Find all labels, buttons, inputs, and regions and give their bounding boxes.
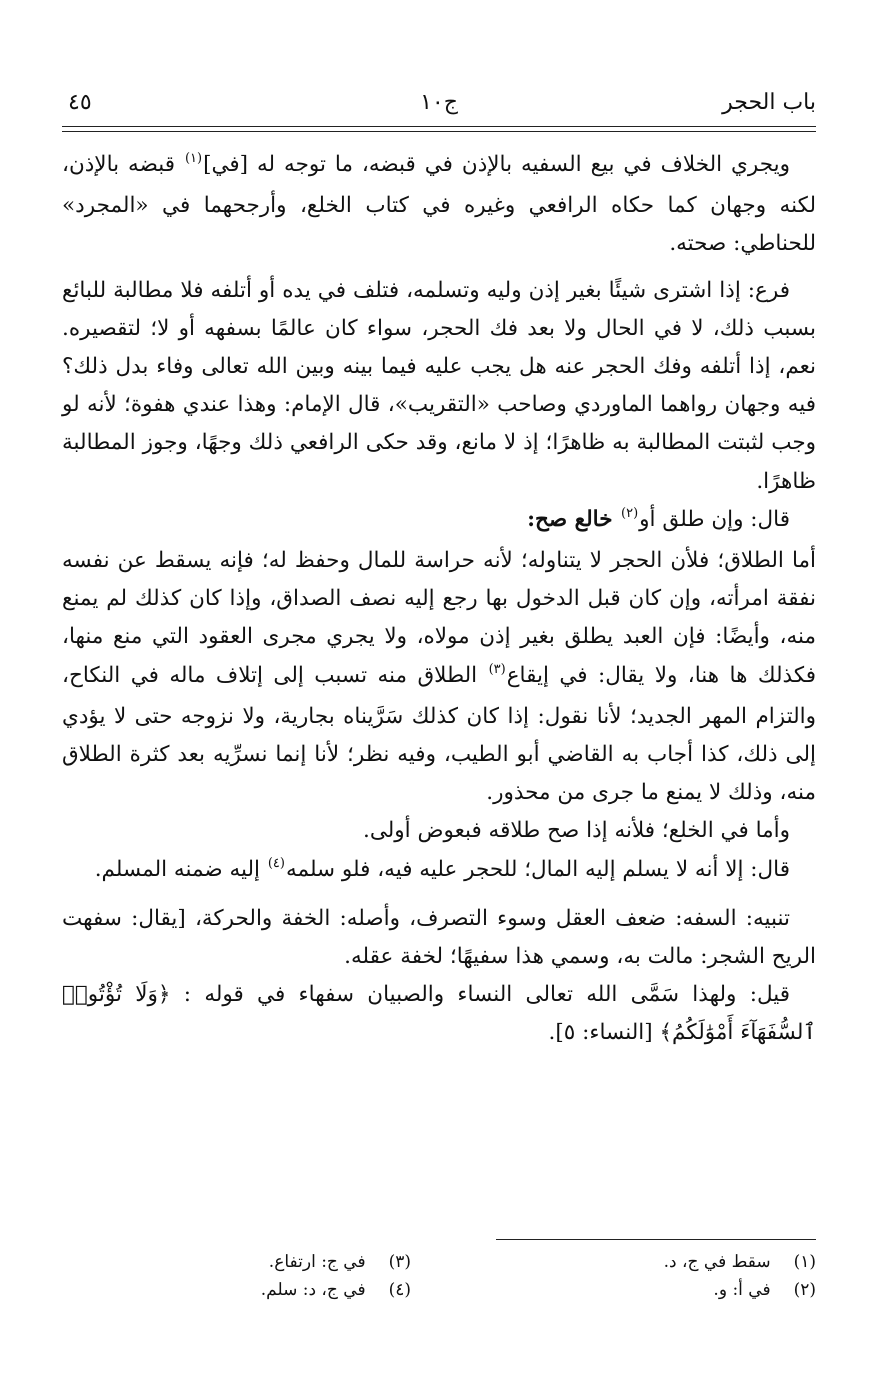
footnote-number: (٣) — [388, 1252, 411, 1272]
footnote-item — [436, 1248, 816, 1276]
text-run: إليه ضمنه المسلم. — [94, 856, 267, 882]
footnote-text: سقط في ج، د. — [663, 1252, 771, 1272]
text-run: الطلاق منه تسبب إلى إتلاف ماله في النكاح، والتزام المهر الجديد؛ لأنا نقول: إذا كان كذلك سَرَّيناه بجارية، ولا نزوجه حتى لا يؤدي إلى ذلك، كذا أجاب به القاضي أبو الطيب، وفيه نظر؛ لأنا إنما نسرِّيه بعد كثرة الطلاق منه، وذلك لا يمنع ما جرى من محذور. — [62, 662, 816, 806]
bold-text: خالع صح: — [527, 506, 620, 532]
footnote-number: (٢) — [793, 1280, 816, 1300]
footnote-marker: (٣) — [488, 661, 506, 677]
volume-label: ج١٠ — [420, 90, 458, 115]
footnote-marker: (١) — [184, 151, 203, 166]
footnote-number: (٤) — [388, 1280, 411, 1300]
page-number: ٤٥ — [68, 90, 92, 115]
paragraph — [62, 146, 816, 264]
paragraph — [62, 900, 816, 976]
text-run: قيل: ولهذا سَمَّى الله تعالى النساء والصبيان سفهاء في قوله : ﴿وَلَا تُؤْتُوا۟ ٱلسُّفَهَآءَ أَمْوَٰلَكُمُ﴾ [النساء: ٥]. — [62, 982, 816, 1046]
text-run: وأما في الخلع؛ فلأنه إذا صح طلاقه فبعوض أولى. — [362, 818, 790, 844]
text-run: ويجري الخلاف في بيع السفيه بالإذن في قبضه، ما توجه له [في] — [203, 152, 790, 177]
footnote-marker: (٢) — [621, 505, 639, 521]
footnote-column-right — [436, 1248, 816, 1304]
text-run: قال: إلا أنه لا يسلم إليه المال؛ للحجر عليه فيه، فلو سلمه — [285, 856, 790, 882]
paragraph — [62, 501, 816, 542]
text-run: أما الطلاق؛ فلأن الحجر لا يتناوله؛ لأنه حراسة للمال وحفظ له؛ فإنه يسقط عن نفسه نفقة امرأته، وإن كان قبل الدخول بها رجع إليه نصف الصداق، وإذا كان كذلك لم يمنع منه، وأيضًا: فإن العبد يطلق بغير إذن مولاه، ولا يجري مجرى العقود التي منع منها، فكذلك ها هنا، ولا يقال: في إيقاع — [62, 548, 816, 688]
footnote-item — [111, 1276, 411, 1304]
text-run: تنبيه: السفه: ضعف العقل وسوء التصرف، وأصله: الخفة والحركة، [يقال: سفهت الريح الشجر: مالت به، وسمي هذا سفيهًا؛ لخفة عقله. — [62, 905, 816, 970]
footnote-separator — [496, 1239, 816, 1240]
header-rule-top — [62, 126, 816, 127]
paragraph — [62, 812, 816, 850]
footnote-number: (١) — [793, 1252, 816, 1272]
paragraph — [62, 272, 816, 501]
footnote-text: في أ: و. — [713, 1280, 771, 1300]
paragraph — [62, 851, 816, 892]
footnote-text: في ج، د: سلم. — [260, 1280, 366, 1300]
body-text — [62, 146, 816, 1053]
running-header — [62, 86, 816, 120]
footnote-item — [111, 1248, 411, 1276]
paragraph — [62, 976, 816, 1052]
footnote-marker: (٤) — [267, 855, 285, 871]
footnote-item — [436, 1276, 816, 1304]
text-run: فرع: إذا اشترى شيئًا بغير إذن وليه وتسلمه، فتلف في يده أو أتلفه فلا مطالبة للبائع بسبب ذلك، لا في الحال ولا بعد فك الحجر، سواء كان عالمًا بسفهه أو لا؛ لتقصيره. نعم، إذا أتلفه وفك الحجر عنه هل يجب عليه فيما بينه وبين الله تعالى وفاء بدل ذلك؟ فيه وجهان رواهما الماوردي وصاحب «التقريب»، قال الإمام: وهذا عندي هفوة؛ لأنه لو وجب لثبتت المطالبة به ظاهرًا؛ إذ لا مانع، وقد حكى الرافعي ذلك وجهًا، وجوز المطالبة ظاهرًا. — [62, 277, 816, 494]
footnote-text: في ج: ارتفاع. — [268, 1252, 366, 1272]
header-rule-bottom — [62, 131, 816, 132]
chapter-title: باب الحجر — [722, 90, 816, 115]
text-run: قبضه بالإذن، لكنه وجهان كما حكاه الرافعي وغيره في كتاب الخلع، وأرجحهما في «المجرد» للحناطي: صحته. — [62, 152, 816, 257]
text-run: قال: وإن طلق أو — [639, 506, 790, 532]
paragraph — [62, 542, 816, 812]
footnote-column-left — [111, 1248, 411, 1304]
